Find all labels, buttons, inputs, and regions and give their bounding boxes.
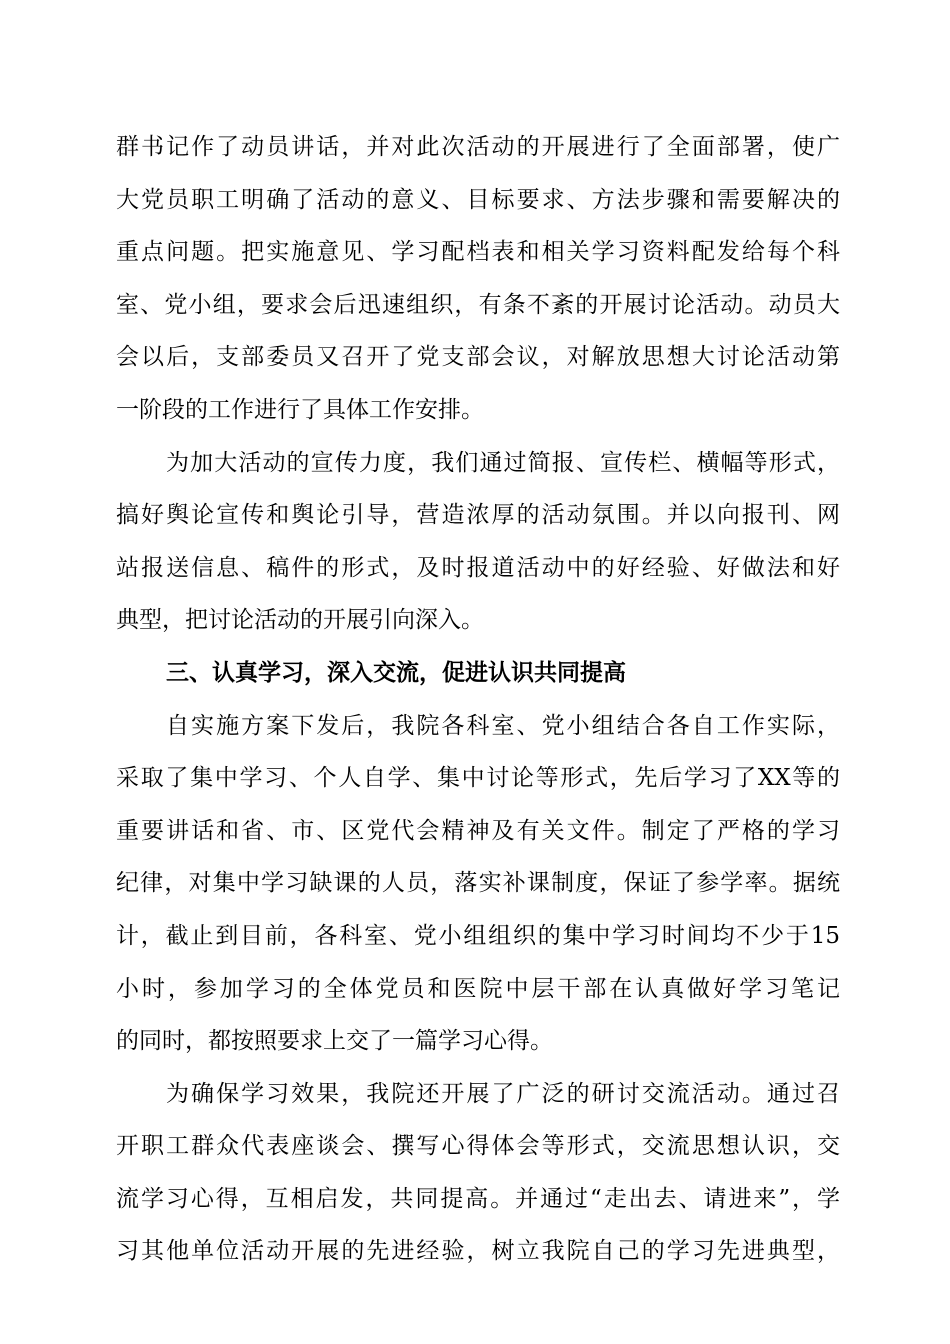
document-body xyxy=(116,125,840,1282)
text-line: 室、党小组，要求会后迅速组织，有条不紊的开展讨论活动。动员大 xyxy=(116,291,840,318)
section-heading: 三、认真学习，深入交流，促进认识共同提高 xyxy=(166,658,626,686)
text-line: 为确保学习效果，我院还开展了广泛的研讨交流活动。通过召 xyxy=(166,1080,840,1107)
text-line: 开职工群众代表座谈会、撰写心得体会等形式，交流思想认识，交 xyxy=(116,1133,840,1160)
text-line: 流学习心得，互相启发，共同提高。并通过“走出去、请进来”，学 xyxy=(116,1185,840,1212)
text-line: 一阶段的工作进行了具体工作安排。 xyxy=(116,396,484,423)
text-line: 为加大活动的宣传力度，我们通过简报、宣传栏、横幅等形式， xyxy=(166,449,840,476)
text-line: 计，截止到目前，各科室、党小组组织的集中学习时间均不少于15 xyxy=(116,922,840,949)
text-line: 小时，参加学习的全体党员和医院中层干部在认真做好学习笔记 xyxy=(116,975,840,1002)
text-line: 典型，把讨论活动的开展引向深入。 xyxy=(116,607,484,634)
text-line: 重点问题。把实施意见、学习配档表和相关学习资料配发给每个科 xyxy=(116,239,840,266)
text-line: 搞好舆论宣传和舆论引导，营造浓厚的活动氛围。并以向报刊、网 xyxy=(116,502,840,529)
text-line: 站报送信息、稿件的形式，及时报道活动中的好经验、好做法和好 xyxy=(116,554,840,581)
text-line: 的同时，都按照要求上交了一篇学习心得。 xyxy=(116,1028,553,1055)
text-line: 习其他单位活动开展的先进经验，树立我院自己的学习先进典型， xyxy=(116,1238,840,1265)
text-line: 会以后，支部委员又召开了党支部会议，对解放思想大讨论活动第 xyxy=(116,344,840,371)
text-line: 纪律，对集中学习缺课的人员，落实补课制度，保证了参学率。据统 xyxy=(116,870,840,897)
text-line: 群书记作了动员讲话，并对此次活动的开展进行了全面部署，使广 xyxy=(116,134,840,160)
text-line: 大党员职工明确了活动的意义、目标要求、方法步骤和需要解决的 xyxy=(116,186,840,213)
text-line: 自实施方案下发后，我院各科室、党小组结合各自工作实际， xyxy=(166,712,840,739)
text-line: 重要讲话和省、市、区党代会精神及有关文件。制定了严格的学习 xyxy=(116,817,840,844)
text-line: 采取了集中学习、个人自学、集中讨论等形式，先后学习了XX等的 xyxy=(116,765,840,792)
